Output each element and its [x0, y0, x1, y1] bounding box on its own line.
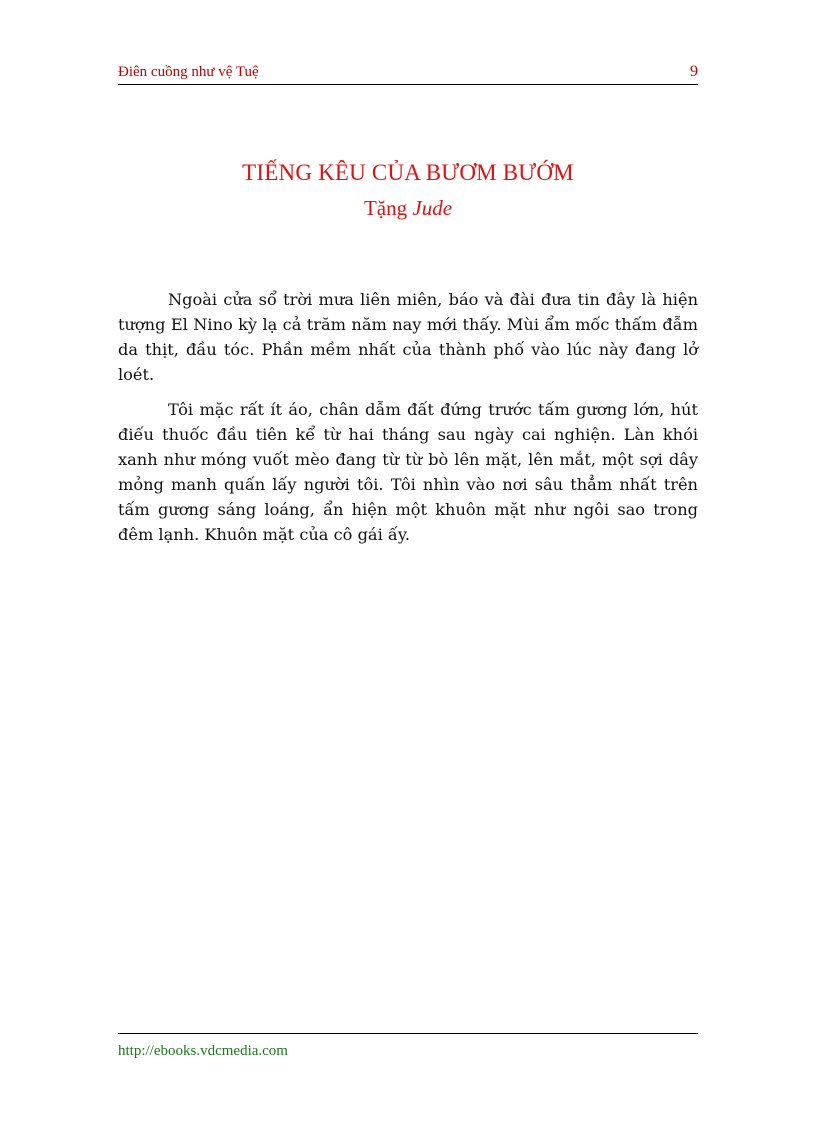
running-header-title: Điên cuồng như vệ Tuệ	[118, 64, 259, 80]
story-title: TIẾNG KÊU CỦA BƯƠM BƯỚM	[242, 160, 574, 185]
dedication	[118, 196, 698, 221]
page-number: 9	[690, 63, 698, 80]
dedication-name: Jude	[412, 196, 453, 220]
paragraph-1: Ngoài cửa sổ trời mưa liên miên, báo và đài đưa tin đây là hiện tượng El Nino kỳ lạ cả trăm năm nay mới thấy. Mùi ẩm mốc thấm đẫm da thịt, đầu tóc. Phần mềm nhất của thành phố vào lúc này đang lở loét.	[118, 290, 698, 384]
page-header	[118, 62, 698, 85]
dedication-prefix: Tặng	[363, 196, 408, 220]
page-footer	[118, 1033, 698, 1059]
paragraph-2: Tôi mặc rất ít áo, chân dẫm đất đứng trước tấm gương lớn, hút điếu thuốc đầu tiên kể từ hai tháng sau ngày cai nghiện. Làn khói xanh như móng vuốt mèo đang từ từ bò lên mặt, lên mắt, một sợi dây mỏng manh quấn lấy người tôi. Tôi nhìn vào nơi sâu thẳm nhất trên tấm gương sáng loáng, ẩn hiện một khuôn mặt như ngôi sao trong đêm lạnh. Khuôn mặt của cô gái ấy.	[118, 400, 698, 544]
story-body	[118, 287, 698, 557]
footer-website-link[interactable]: http://ebooks.vdcmedia.com	[118, 1043, 288, 1059]
